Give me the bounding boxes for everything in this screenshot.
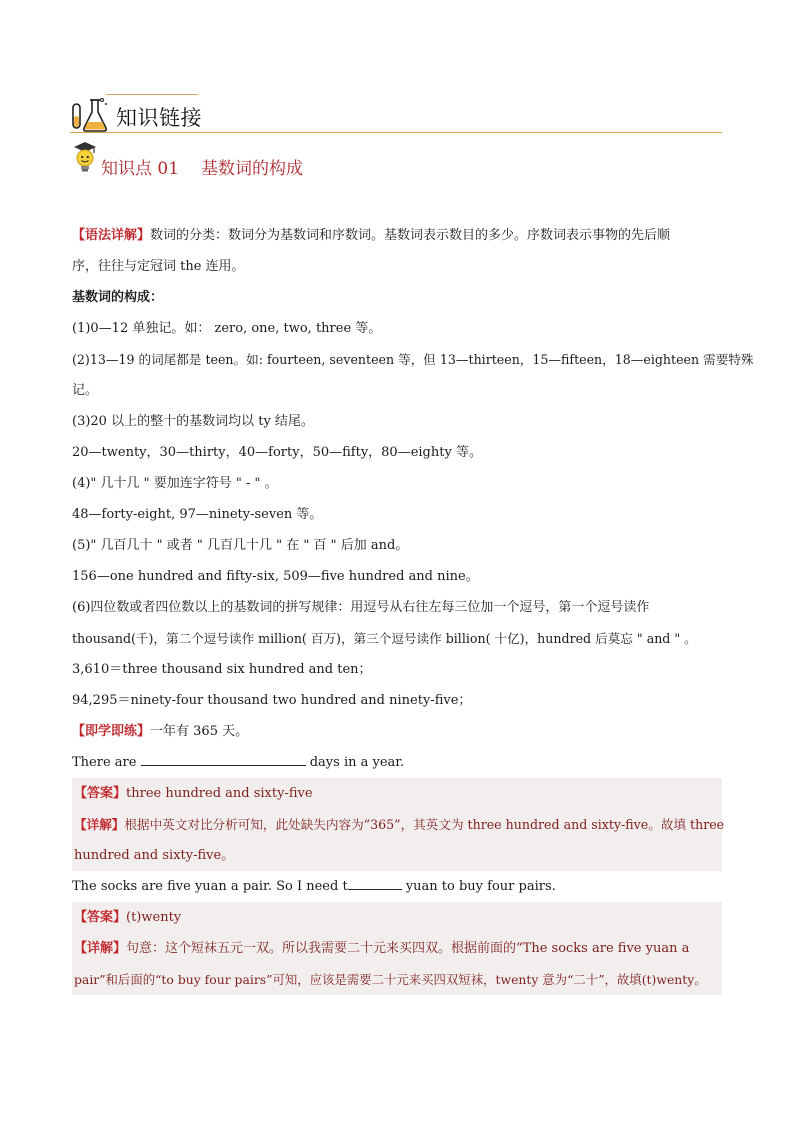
question-1: There are days in a year. (72, 747, 722, 778)
answer-1: 【答案】three hundred and sixty-five (72, 778, 722, 809)
practice-prompt: 【即学即练】一年有 365 天。 (72, 724, 249, 739)
knowledge-point-number: 知识点 01 (101, 159, 180, 179)
rule-5: (5)" 几百几十 " 或者 " 几百几十几 " 在 " 百 " 后加 and。 (72, 538, 409, 553)
grammar-heading: 基数词的构成： (72, 290, 164, 305)
rule-4: (4)" 几十几 " 要加连字符号 " - " 。 (72, 476, 278, 491)
detail-2-line-2: pair”和后面的“to buy four pairs”可知，应该是需要二十元来买四双短袜，twenty 意为“二十”，故填(t)wenty。 (72, 964, 722, 995)
detail-1-line-2: hundred and sixty-five。 (72, 840, 722, 871)
section-header (70, 88, 722, 138)
rule-6-line-2: thousand(千)，第二个逗号读作 million( 百万)，第三个逗号读作 billion( 十亿)，hundred 后莫忘 " and " 。 (72, 631, 697, 646)
knowledge-point-title: 基数词的构成 (201, 159, 304, 179)
question-2: The socks are five yuan a pair. So I need t yuan to buy four pairs. (72, 871, 722, 902)
practice-tag: 【即学即练】 (72, 724, 151, 739)
flask-icon (70, 94, 112, 134)
rule-5-examples: 156—one hundred and fifty-six, 509—five hundred and nine。 (72, 569, 479, 584)
answer-blank-2[interactable] (348, 875, 402, 890)
answer-2: 【答案】(t)wenty (72, 902, 722, 933)
answer-blank-1[interactable] (141, 751, 306, 766)
rule-6-example-2: 94,295＝ninety-four thousand two hundred and ninety-five； (72, 693, 472, 708)
detail-2-line-1: 【详解】句意：这个短袜五元一双。所以我需要二十元来买四双。根据前面的“The socks are five yuan a (72, 933, 722, 964)
knowledge-point-label (101, 154, 303, 179)
section-rule (70, 132, 722, 133)
rule-1: (1)0—12 单独记。如： zero, one, two, three 等。 (72, 321, 382, 336)
header-top-line (106, 94, 198, 95)
rule-4-examples: 48—forty-eight, 97—ninety-seven 等。 (72, 507, 323, 522)
rule-3: (3)20 以上的整十的基数词均以 ty 结尾。 (72, 414, 314, 429)
lightbulb-graduate-icon (70, 140, 100, 174)
grammar-intro-line-1: 【语法详解】数词的分类：数词分为基数词和序数词。基数词表示数目的多少。序数词表示事物的先后顺 (72, 228, 671, 243)
grammar-tag: 【语法详解】 (72, 228, 151, 243)
grammar-intro-line-2: 序，往往与定冠词 the 连用。 (72, 259, 245, 274)
rule-3-examples: 20—twenty，30—thirty，40—forty，50—fifty，80—eighty 等。 (72, 445, 482, 460)
rule-2-line-1: (2)13—19 的词尾都是 teen。如: fourteen, seventeen 等，但 13—thirteen，15—fifteen，18—eighteen 需要特殊 (72, 352, 754, 367)
detail-1-line-1: 【详解】根据中英文对比分析可知，此处缺失内容为“365”，其英文为 three hundred and sixty-five。故填 three (72, 809, 722, 840)
rule-6-example-1: 3,610＝three thousand six hundred and ten； (72, 662, 372, 677)
main-content (72, 220, 754, 995)
section-title: 知识链接 (116, 106, 202, 130)
rule-2-line-2: 记。 (72, 383, 99, 398)
rule-6-line-1: (6)四位数或者四位数以上的基数词的拼写规律：用逗号从右往左每三位加一个逗号，第一个逗号读作 (72, 600, 650, 615)
